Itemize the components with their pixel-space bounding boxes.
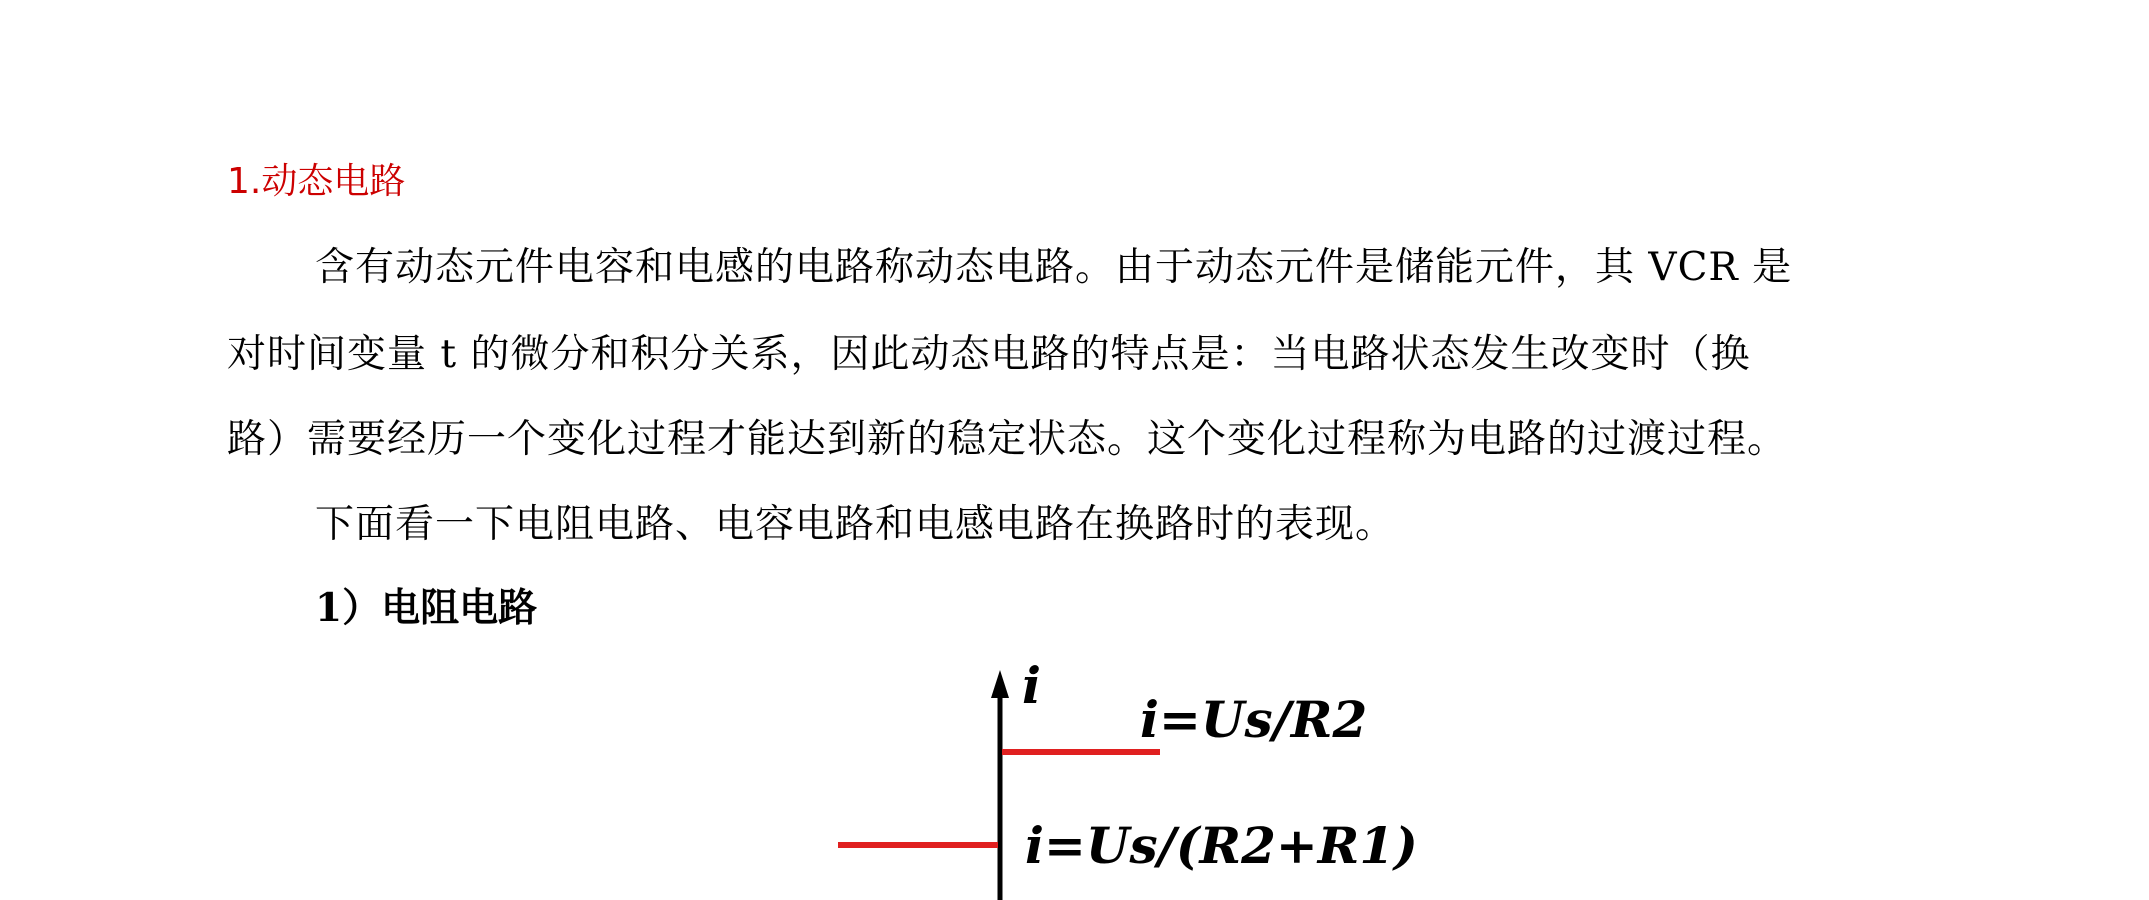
axis-label-i: i bbox=[1022, 656, 1041, 715]
resistor-circuit-figure bbox=[820, 650, 1418, 900]
section-heading: 1.动态电路 bbox=[227, 161, 406, 202]
axis-arrowhead bbox=[991, 670, 1009, 698]
paragraph-line-3: 路）需要经历一个变化过程才能达到新的稳定状态。这个变化过程称为电路的过渡过程。 bbox=[227, 417, 1788, 462]
paragraph-line-2: 对时间变量 t 的微分和积分关系，因此动态电路的特点是：当电路状态发生改变时（换 bbox=[227, 332, 1751, 377]
formula-lower: i=Us/(R2+R1) bbox=[1025, 816, 1418, 875]
formula-upper: i=Us/R2 bbox=[1140, 690, 1368, 749]
paragraph-line-1: 含有动态元件电容和电感的电路称动态电路。由于动态元件是储能元件，其 VCR 是 bbox=[315, 245, 1793, 290]
paragraph-line-4: 下面看一下电阻电路、电容电路和电感电路在换路时的表现。 bbox=[315, 502, 1396, 547]
subsection-heading: 1）电阻电路 bbox=[315, 585, 538, 631]
